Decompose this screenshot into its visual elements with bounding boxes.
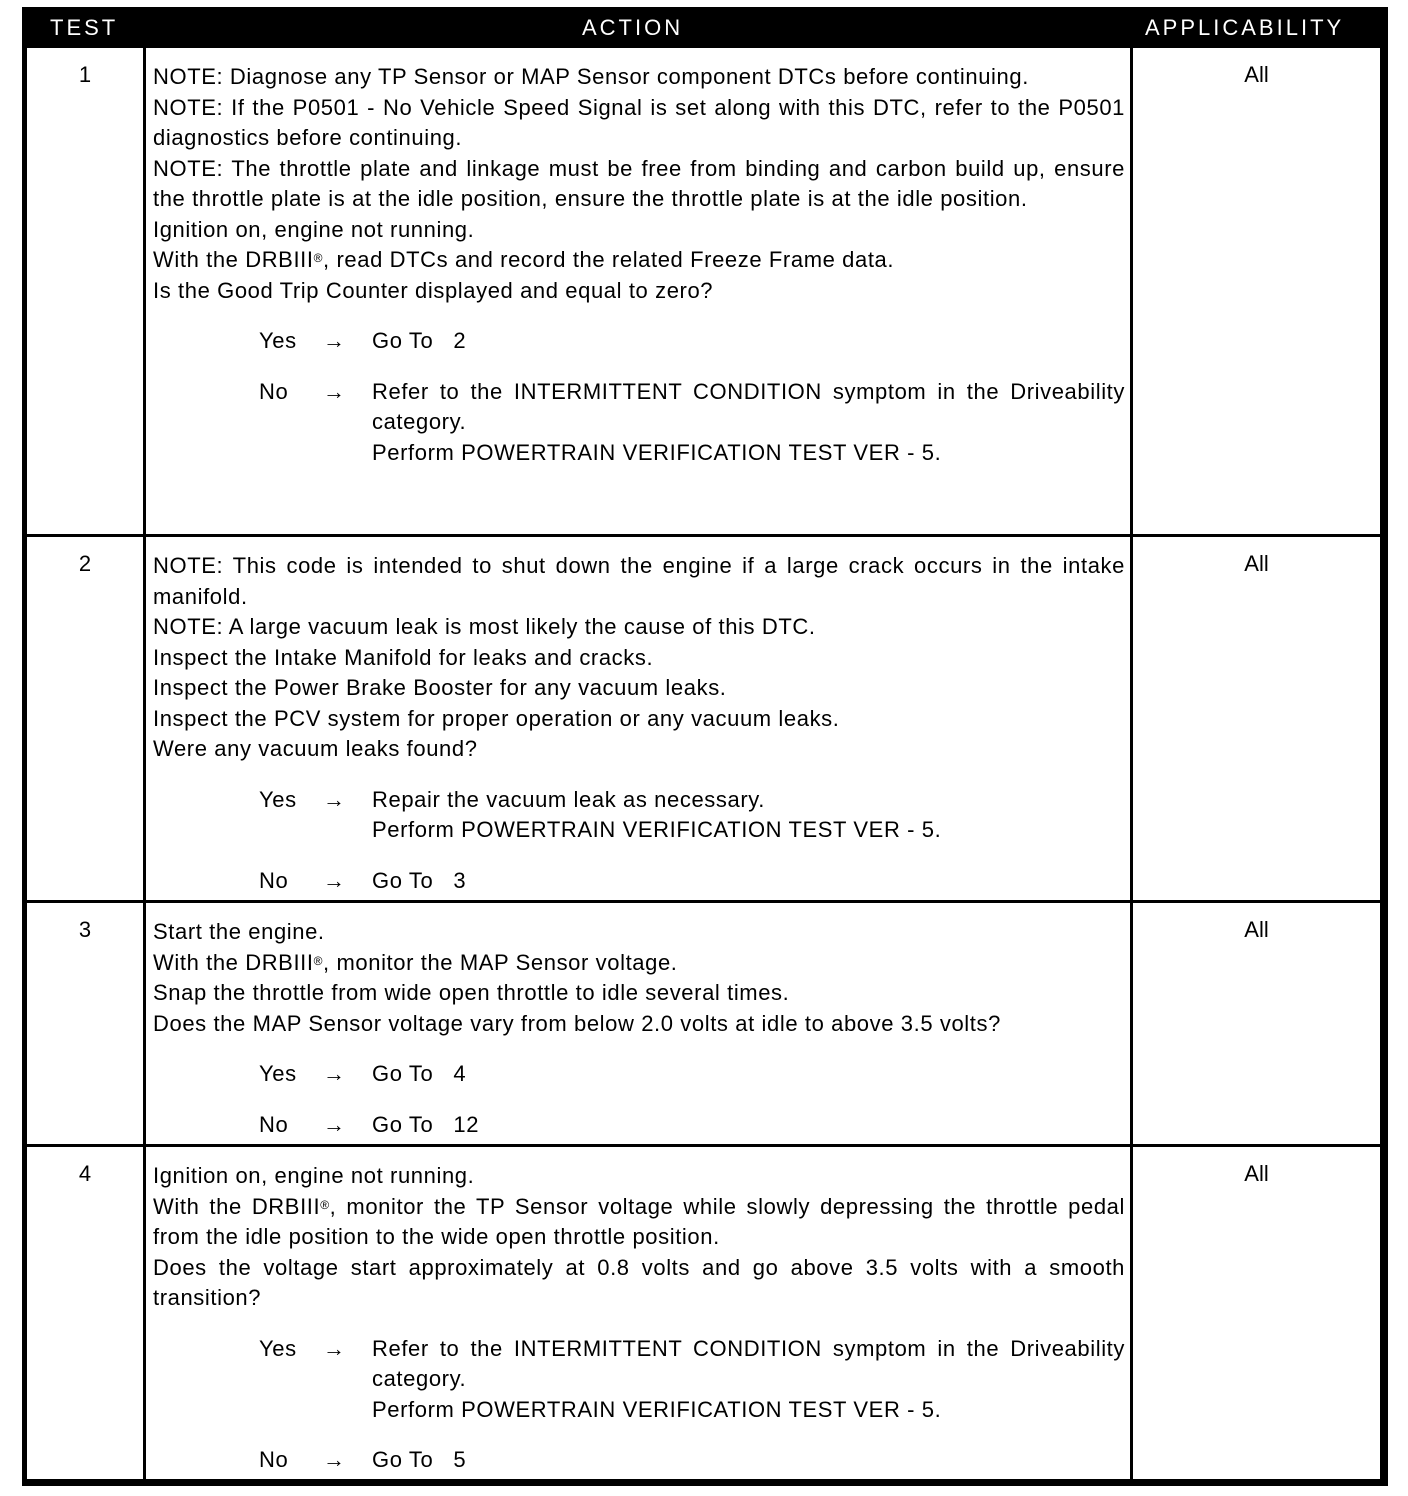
applicability-value: All: [1244, 917, 1269, 942]
yes-result: [372, 326, 1125, 357]
no-result: [372, 1110, 1125, 1141]
no-result: [372, 1445, 1125, 1476]
header-test: TEST: [50, 15, 119, 40]
action-line: Inspect the Power Brake Booster for any vacuum leaks.: [153, 675, 727, 700]
result-line: Refer to the INTERMITTENT CONDITION symptom in the Driveability category.: [372, 1335, 1125, 1391]
yes-branch: [153, 1059, 1125, 1090]
test-cell: [27, 1147, 143, 1479]
result-line: Perform POWERTRAIN VERIFICATION TEST VER - 5.: [372, 439, 942, 465]
action-line: NOTE: The throttle plate and linkage must be free from binding and carbon build up, ensure the throttle plate is at the idle position, ensure the throttle plate is at the idle position.: [153, 155, 1125, 211]
action-cell: [146, 1147, 1130, 1479]
action-line: With the DRBIII®, read DTCs and record the related Freeze Frame data.: [153, 247, 895, 272]
test-cell: [27, 48, 143, 534]
arrow-icon: →: [323, 1335, 346, 1361]
action-line: NOTE: Diagnose any TP Sensor or MAP Sensor component DTCs before continuing.: [153, 64, 1029, 89]
result-line: Repair the vacuum leak as necessary.: [372, 786, 765, 812]
header-action: ACTION: [582, 15, 684, 40]
diagnostic-table: [22, 7, 1388, 1486]
action-line: Snap the throttle from wide open throttle to idle several times.: [153, 980, 790, 1005]
yes-label: Yes: [259, 328, 297, 353]
arrow-icon: →: [323, 1061, 346, 1086]
yes-result: [372, 785, 1125, 846]
result-line: Go To 5: [372, 1447, 467, 1472]
applicability-value: All: [1244, 1161, 1269, 1186]
arrow-icon: →: [323, 1447, 346, 1472]
test-number: 1: [78, 62, 92, 87]
applicability-value: All: [1244, 62, 1269, 87]
no-branch: [153, 377, 1125, 469]
action-line: Inspect the Intake Manifold for leaks and cracks.: [153, 644, 654, 670]
test-number: 4: [78, 1161, 92, 1186]
header-applicability: APPLICABILITY: [1145, 15, 1345, 40]
test-cell: [27, 903, 143, 1144]
arrow-icon: →: [323, 378, 346, 404]
action-line: With the DRBIII®, monitor the MAP Sensor voltage.: [153, 949, 678, 975]
action-line: Ignition on, engine not running.: [153, 216, 475, 242]
result-line: Go To 4: [372, 1061, 467, 1086]
applicability-cell: [1133, 903, 1380, 1144]
no-label: No: [259, 1111, 289, 1137]
action-text: [153, 1161, 1125, 1476]
yes-branch: [153, 1334, 1125, 1426]
arrow-icon: →: [323, 867, 346, 893]
test-number: 3: [78, 917, 92, 942]
no-result: [372, 377, 1125, 469]
no-branch: [153, 1445, 1125, 1476]
action-line: NOTE: If the P0501 - No Vehicle Speed Signal is set along with this DTC, refer to the P0501 diagnostics before continuing.: [153, 94, 1125, 150]
action-line: Does the voltage start approximately at 0.8 volts and go above 3.5 volts with a smooth transition?: [153, 1254, 1125, 1310]
action-cell: [146, 48, 1130, 534]
test-number: 2: [78, 551, 92, 576]
yes-label: Yes: [259, 1335, 297, 1361]
result-line: Perform POWERTRAIN VERIFICATION TEST VER - 5.: [372, 817, 942, 842]
yes-label: Yes: [259, 786, 297, 812]
test-cell: [27, 537, 143, 900]
action-line: Inspect the PCV system for proper operation or any vacuum leaks.: [153, 705, 840, 731]
result-line: Go To 2: [372, 328, 467, 353]
action-text: [153, 917, 1125, 1140]
no-label: No: [259, 378, 289, 404]
applicability-cell: [1133, 537, 1380, 900]
action-line: With the DRBIII®, monitor the TP Sensor voltage while slowly depressing the throttle pedal from the idle position to the wide open throttle position.: [153, 1193, 1126, 1249]
arrow-icon: →: [323, 1111, 346, 1137]
table-header: [22, 7, 1388, 47]
result-line: Go To 12: [372, 1111, 480, 1137]
no-result: [372, 866, 1125, 897]
action-cell: [146, 537, 1130, 900]
action-line: NOTE: A large vacuum leak is most likely the cause of this DTC.: [153, 614, 816, 639]
applicability-cell: [1133, 48, 1380, 534]
yes-branch: [153, 785, 1125, 846]
no-label: No: [259, 1447, 289, 1472]
action-text: [153, 551, 1125, 896]
applicability-value: All: [1244, 551, 1269, 576]
action-cell: [146, 903, 1130, 1144]
action-line: Is the Good Trip Counter displayed and equal to zero?: [153, 277, 714, 303]
action-line: Does the MAP Sensor voltage vary from below 2.0 volts at idle to above 3.5 volts?: [153, 1010, 1001, 1036]
no-branch: [153, 866, 1125, 897]
result-line: Refer to the INTERMITTENT CONDITION symptom in the Driveability category.: [372, 378, 1125, 434]
result-line: Go To 3: [372, 867, 467, 893]
arrow-icon: →: [323, 786, 346, 812]
yes-result: [372, 1334, 1125, 1426]
yes-branch: [153, 326, 1125, 357]
action-line: Start the engine.: [153, 919, 325, 944]
yes-result: [372, 1059, 1125, 1090]
action-line: Ignition on, engine not running.: [153, 1163, 475, 1188]
action-line: NOTE: This code is intended to shut down the engine if a large crack occurs in the intake manifold.: [153, 553, 1125, 609]
action-line: Were any vacuum leaks found?: [153, 736, 478, 761]
no-branch: [153, 1110, 1125, 1141]
yes-label: Yes: [259, 1061, 297, 1086]
no-label: No: [259, 867, 289, 893]
result-line: Perform POWERTRAIN VERIFICATION TEST VER - 5.: [372, 1396, 942, 1422]
applicability-cell: [1133, 1147, 1380, 1479]
arrow-icon: →: [323, 328, 346, 353]
action-text: [153, 62, 1125, 468]
